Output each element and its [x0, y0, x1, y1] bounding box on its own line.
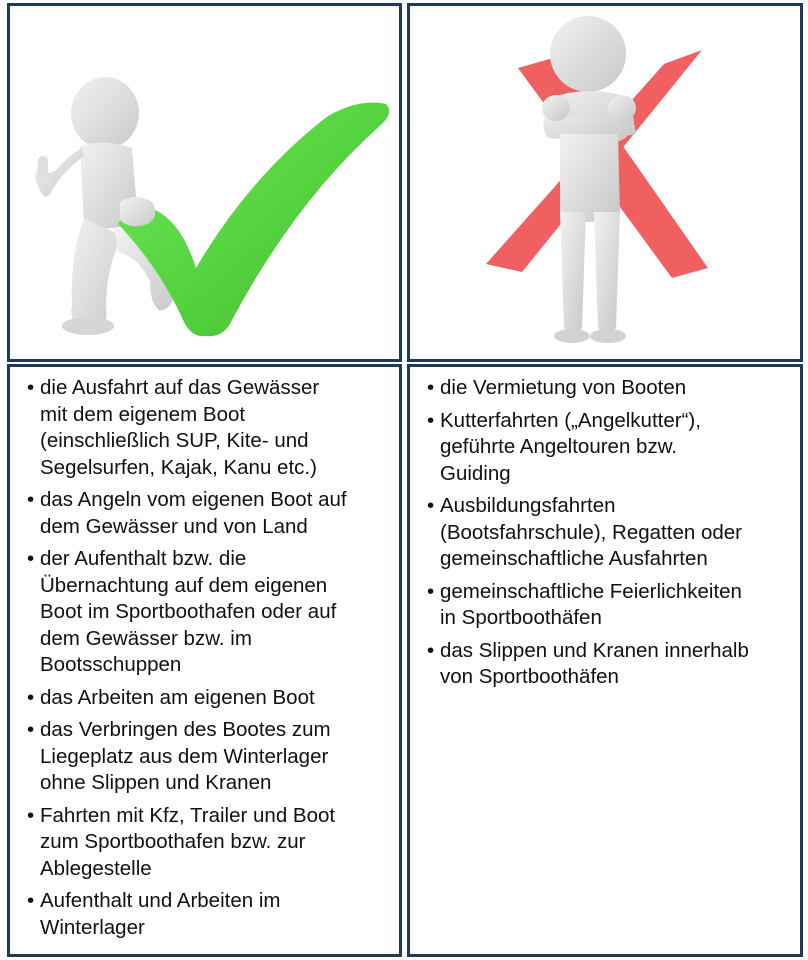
list-item-text: das Arbeiten am eigenen Boot [40, 685, 315, 709]
bullet: • [27, 889, 35, 912]
bullet: • [27, 685, 35, 709]
forbidden-image-panel [407, 3, 803, 362]
list-item-text: Kutterfahrten („Angelkutter“), geführte Angeltouren bzw. Guiding [440, 408, 701, 485]
allowed-activities-list [25, 375, 391, 947]
list-item-text: das Slippen und Kranen innerhalb von Sportboothäfen [440, 638, 749, 688]
list-item [25, 685, 391, 712]
list-item-text: Ausbildungsfahrten (Bootsfahrschule), Regatten oder gemeinschaftliche Ausfahrten [440, 494, 742, 570]
list-item [425, 493, 792, 573]
list-item [25, 546, 391, 679]
figure-with-check-illustration [10, 6, 399, 359]
list-item-text: gemeinschaftliche Feierlichkeiten in Sportboothäfen [440, 579, 742, 629]
list-item [425, 408, 792, 488]
allowed-activities-panel [7, 364, 402, 957]
bullet: • [27, 488, 35, 511]
list-item [425, 579, 792, 632]
figure-with-cross-illustration [410, 6, 800, 359]
bullet: • [427, 494, 435, 517]
bullet: • [427, 408, 435, 432]
list-item [25, 375, 391, 481]
list-item-text: die Ausfahrt auf das Gewässer mit dem eigenem Boot (einschließlich SUP, Kite- und Segelsurfen, Kajak, Kanu etc.) [40, 376, 320, 479]
bullet: • [27, 376, 35, 399]
list-item-text: der Aufenthalt bzw. die Übernachtung auf dem eigenen Boot im Sportboothafen oder auf dem Gewässer bzw. im Bootsschuppen [40, 547, 337, 676]
bullet: • [27, 803, 35, 827]
list-item [425, 375, 792, 402]
list-item [25, 717, 391, 797]
allowed-image-panel [7, 3, 402, 362]
list-item [25, 487, 391, 540]
list-item [25, 888, 391, 941]
list-item-text: die Vermietung von Booten [440, 376, 687, 399]
forbidden-activities-list [425, 375, 792, 697]
list-item-text: das Verbringen des Bootes zum Liegeplatz aus dem Winterlager ohne Slippen und Kranen [40, 718, 331, 794]
list-item [425, 638, 792, 691]
bullet: • [27, 718, 35, 741]
list-item-text: das Angeln vom eigenen Boot auf dem Gewässer und von Land [40, 488, 347, 538]
bullet: • [27, 547, 35, 570]
bullet: • [427, 376, 435, 399]
bullet: • [427, 638, 435, 662]
list-item [25, 803, 391, 883]
forbidden-activities-panel [407, 364, 803, 957]
bullet: • [427, 579, 435, 603]
list-item-text: Aufenthalt und Arbeiten im Winterlager [40, 889, 281, 939]
list-item-text: Fahrten mit Kfz, Trailer und Boot zum Sportboothafen bzw. zur Ablegestelle [40, 803, 336, 880]
